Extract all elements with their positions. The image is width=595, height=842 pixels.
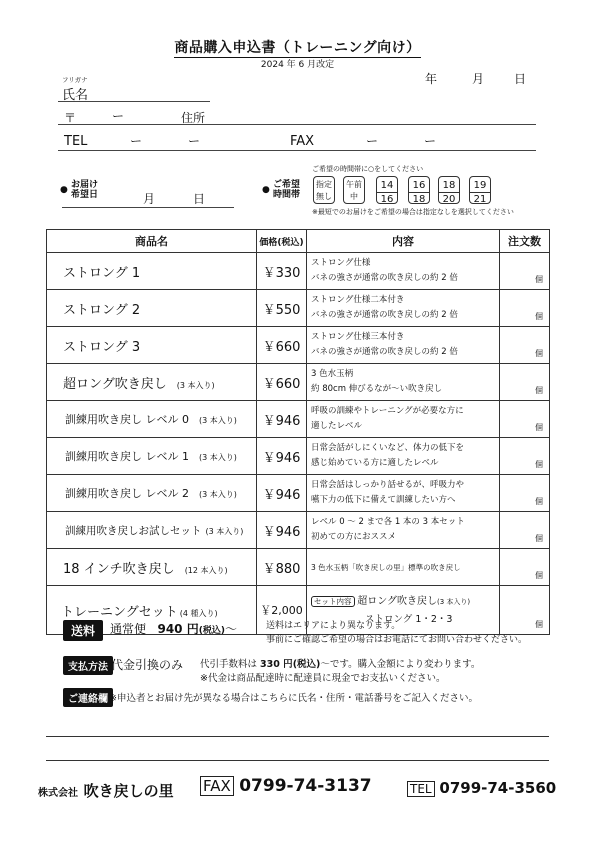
table-row: [47, 364, 550, 401]
fax-label: FAX: [290, 134, 315, 149]
product-description: 3 色水玉柄 約 80cm 伸びるなが〜い吹き戻し: [307, 364, 500, 401]
name-field[interactable]: [58, 101, 210, 102]
address-field[interactable]: [58, 124, 536, 125]
time-note: ※最短でのお届けをご希望の場合は指定なしを選択してください: [312, 208, 514, 216]
time-option-morning[interactable]: 午前 中: [343, 176, 365, 204]
payment-fee: 代引手数料は 330 円(税込)〜です。購入金額により変わります。: [200, 659, 481, 670]
table-row: [47, 290, 550, 327]
fax-label-box: FAX: [200, 776, 234, 796]
product-price: ￥946: [257, 438, 307, 475]
fax-dash-1: ー: [366, 134, 379, 148]
table-row: [47, 327, 550, 364]
time-option-none[interactable]: 指定 無し: [313, 176, 335, 204]
shipping-note-1: 送料はエリアにより異なります。: [266, 621, 401, 631]
quantity-cell[interactable]: 個: [500, 327, 550, 364]
product-description: 3 色水玉柄「吹き戻しの里」標準の吹き戻し: [307, 549, 500, 586]
header-content: 内容: [307, 230, 500, 253]
date-month-label: 月: [472, 72, 485, 86]
postal-dash: ー: [112, 109, 125, 123]
product-price: ￥946: [257, 512, 307, 549]
delivery-month-label: 月: [143, 192, 156, 206]
product-name: トレーニングセット (4 種入り): [47, 586, 257, 635]
product-description: 日常会話がしにくいなど、体力の低下を 感じ始めている方に適したレベル: [307, 438, 500, 475]
time-option-18-20[interactable]: 18 20: [438, 176, 460, 204]
contact-badge: ご連絡欄: [63, 688, 113, 707]
quantity-cell[interactable]: 個: [500, 512, 550, 549]
header-price: 価格(税込): [257, 230, 307, 253]
form-title: 商品購入申込書（トレーニング向け）: [174, 40, 421, 56]
company-name: 株式会社 吹き戻しの里: [38, 782, 174, 800]
shipping-info: 通常便 940 円(税込)〜: [110, 622, 237, 636]
table-row: [47, 475, 550, 512]
name-label: 氏名: [62, 88, 89, 103]
delivery-date-field[interactable]: [62, 207, 234, 208]
product-name: 訓練用吹き戻し レベル 1 (3 本入り): [47, 438, 257, 475]
product-name: 超ロング吹き戻し (3 本入り): [47, 364, 257, 401]
product-price: ￥660: [257, 327, 307, 364]
time-slot-label: ご希望 時間帯: [273, 180, 301, 200]
fax-number: 0799-74-3137: [239, 776, 372, 796]
delivery-date-label: お届け 希望日: [71, 180, 99, 200]
postal-mark: 〒: [64, 111, 77, 125]
product-price: ￥660: [257, 364, 307, 401]
date-day-label: 日: [514, 72, 527, 86]
product-table: [46, 229, 550, 635]
revision-date: 2024 年 6 月改定: [260, 60, 335, 70]
product-description: セット内容 超ロング吹き戻し(3 本入り) ストロング 1・2・3: [307, 586, 500, 635]
product-name: 18 インチ吹き戻し (12 本入り): [47, 549, 257, 586]
phone-fax-field[interactable]: [58, 150, 536, 151]
time-option-19-21[interactable]: 19 21: [469, 176, 491, 204]
quantity-cell[interactable]: 個: [500, 475, 550, 512]
tel-label-box: TEL: [407, 781, 435, 797]
product-description: ストロング仕様二本付き バネの強さが通常の吹き戻しの約 2 倍: [307, 290, 500, 327]
fax-dash-2: ー: [424, 134, 437, 148]
quantity-cell[interactable]: 個: [500, 253, 550, 290]
contact-line-1[interactable]: [46, 736, 549, 737]
header-product-name: 商品名: [47, 230, 257, 253]
quantity-cell[interactable]: 個: [500, 364, 550, 401]
product-name: 訓練用吹き戻し レベル 0 (3 本入り): [47, 401, 257, 438]
product-name: ストロング 2: [47, 290, 257, 327]
furigana-label: フリガナ: [62, 76, 88, 84]
contact-note: ※申込者とお届け先が異なる場合はこちらに氏名・住所・電話番号をご記入ください。: [109, 693, 478, 704]
shipping-note-2: 事前にご確認ご希望の場合はお電話にてお問い合わせください。: [266, 635, 528, 645]
table-row: [47, 549, 550, 586]
address-label: 住所: [181, 111, 206, 125]
payment-badge: 支払方法: [63, 656, 113, 675]
product-name: ストロング 3: [47, 327, 257, 364]
quantity-cell[interactable]: 個: [500, 438, 550, 475]
header-quantity: 注文数: [500, 230, 550, 253]
tel-dash-2: ー: [188, 134, 201, 148]
time-option-16-18[interactable]: 16 18: [408, 176, 430, 204]
product-description: 日常会話はしっかり話せるが、呼吸力や 嚥下力の低下に備えて訓練したい方へ: [307, 475, 500, 512]
product-price: ￥2,000: [257, 586, 307, 635]
time-option-14-16[interactable]: 14 16: [376, 176, 398, 204]
product-price: ￥880: [257, 549, 307, 586]
payment-method: 代金引換のみ: [111, 658, 184, 672]
product-description: レベル 0 〜 2 まで各 1 本の 3 本セット 初めての方におススメ: [307, 512, 500, 549]
product-price: ￥946: [257, 401, 307, 438]
quantity-cell[interactable]: 個: [500, 586, 550, 635]
product-description: 呼吸の訓練やトレーニングが必要な方に 適したレベル: [307, 401, 500, 438]
set-contents-tag: セット内容: [311, 596, 355, 607]
quantity-cell[interactable]: 個: [500, 401, 550, 438]
table-row: [47, 438, 550, 475]
product-name: 訓練用吹き戻しお試しセット (3 本入り): [47, 512, 257, 549]
product-name: ストロング 1: [47, 253, 257, 290]
product-description: ストロング仕様三本付き バネの強さが通常の吹き戻しの約 2 倍: [307, 327, 500, 364]
tel-dash-1: ー: [130, 134, 143, 148]
tel-number: 0799-74-3560: [439, 779, 557, 797]
table-row: [47, 253, 550, 290]
payment-note: ※代金は商品配達時に配達員に現金でお支払いください。: [200, 673, 446, 684]
product-price: ￥550: [257, 290, 307, 327]
tel-label: TEL: [64, 134, 88, 149]
footer-fax: [200, 776, 372, 796]
bullet-icon: ●: [60, 185, 68, 195]
contact-line-2[interactable]: [46, 760, 549, 761]
table-row: [47, 512, 550, 549]
footer-tel: [407, 779, 556, 797]
quantity-cell[interactable]: 個: [500, 549, 550, 586]
delivery-day-label: 日: [193, 192, 206, 206]
date-year-label: 年: [425, 72, 438, 86]
shipping-badge: 送料: [63, 620, 103, 641]
bullet-icon: ●: [262, 185, 270, 195]
time-instruction: ご希望の時間帯に○をしてください: [312, 165, 424, 173]
product-name: 訓練用吹き戻し レベル 2 (3 本入り): [47, 475, 257, 512]
table-row: [47, 401, 550, 438]
quantity-cell[interactable]: 個: [500, 290, 550, 327]
product-price: ￥330: [257, 253, 307, 290]
product-price: ￥946: [257, 475, 307, 512]
product-description: ストロング仕様 バネの強さが通常の吹き戻しの約 2 倍: [307, 253, 500, 290]
